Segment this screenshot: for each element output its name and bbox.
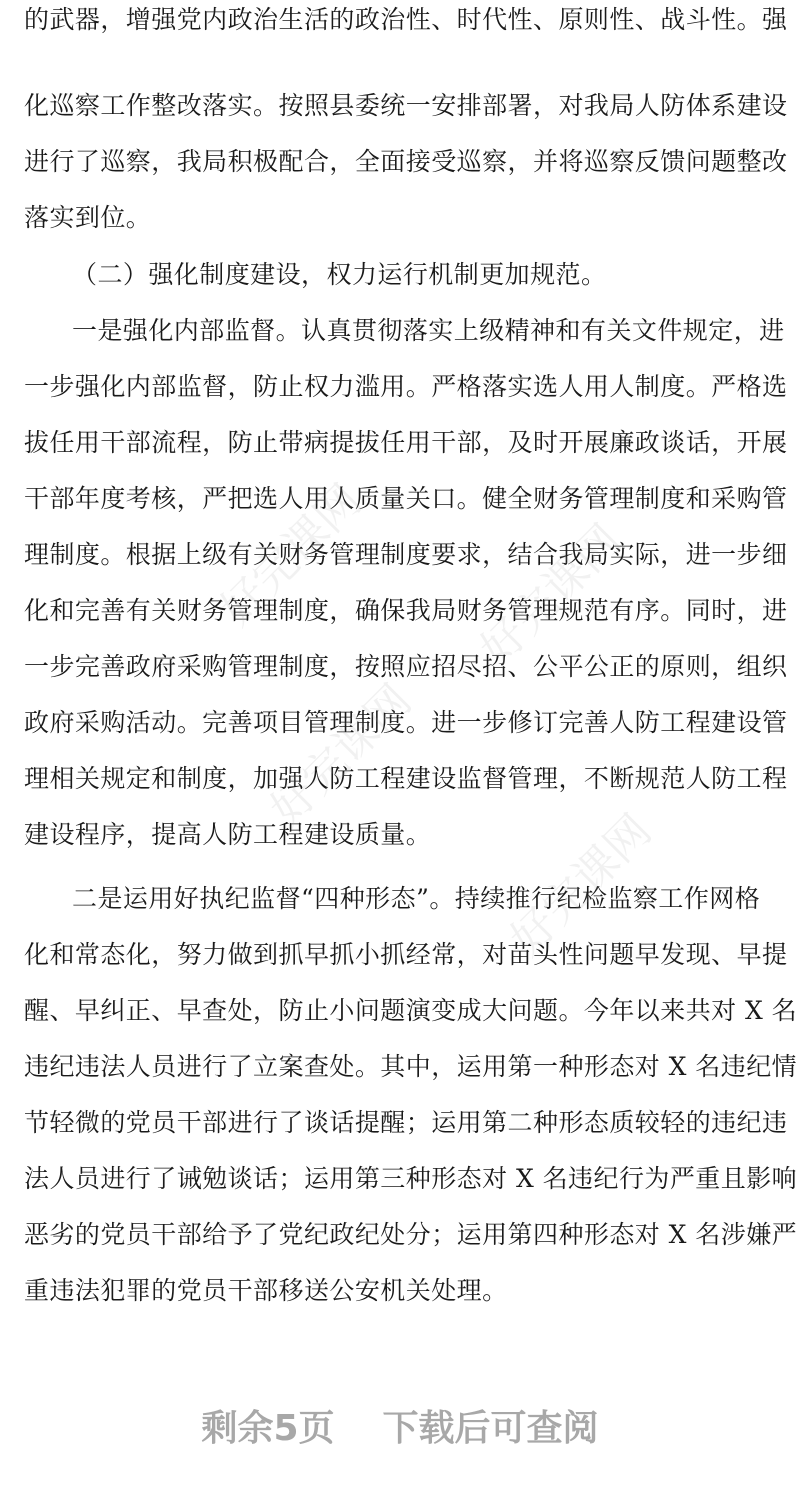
text-line: 节轻微的党员干部进行了谈话提醒；运用第二种形态质较轻的违纪违 <box>24 1108 788 1137</box>
text-line: 化和常态化，努力做到抓早抓小抓经常，对苗头性问题早发现、早提 <box>24 940 788 969</box>
text-line: 拔任用干部流程，防止带病提拔任用干部，及时开展廉政谈话，开展 <box>24 428 788 457</box>
text-line: 政府采购活动。完善项目管理制度。进一步修订完善人防工程建设管 <box>24 708 788 737</box>
text-line: 进行了巡察，我局积极配合，全面接受巡察，并将巡察反馈问题整改 <box>24 147 788 176</box>
text-line: 恶劣的党员干部给予了党纪政纪处分；运用第四种形态对 X 名涉嫌严 <box>24 1220 798 1249</box>
download-prompt[interactable] <box>0 1400 800 1450</box>
text-line: 落实到位。 <box>24 203 152 232</box>
text-line: 一步完善政府采购管理制度，按照应招尽招、公平公正的原则，组织 <box>24 652 788 681</box>
watermark: 好完课网 <box>210 474 372 636</box>
text-line: 二是运用好执纪监督“四种形态”。持续推行纪检监察工作网格 <box>72 884 761 913</box>
text-line: 的武器，增强党内政治生活的政治性、时代性、原则性、战斗性。强 <box>24 5 788 34</box>
text-line: 法人员进行了诫勉谈话；运用第三种形态对 X 名违纪行为严重且影响 <box>24 1164 798 1193</box>
watermark: 好完课网 <box>260 674 422 836</box>
text-line: 一步强化内部监督，防止权力滥用。严格落实选人用人制度。严格选 <box>24 372 788 401</box>
text-line: 建设程序，提高人防工程建设质量。 <box>24 820 432 849</box>
section-heading: （二）强化制度建设，权力运行机制更加规范。 <box>72 260 607 289</box>
text-line: 理相关规定和制度，加强人防工程建设监督管理，不断规范人防工程 <box>24 764 788 793</box>
watermark: 好完课网 <box>500 804 662 966</box>
download-label: 下载后可查阅 <box>382 1407 599 1449</box>
text-line: 违纪违法人员进行了立案查处。其中，运用第一种形态对 X 名违纪情 <box>24 1052 798 1081</box>
text-line: 化和完善有关财务管理制度，确保我局财务管理规范有序。同时，进 <box>24 596 788 625</box>
watermark: 好完课网 <box>470 514 632 676</box>
text-line: 一是强化内部监督。认真贯彻落实上级精神和有关文件规定，进 <box>72 316 785 345</box>
text-line: 重违法犯罪的党员干部移送公安机关处理。 <box>24 1276 508 1305</box>
text-line: 理制度。根据上级有关财务管理制度要求，结合我局实际，进一步细 <box>24 540 788 569</box>
remaining-pages-label: 剩余5页 <box>201 1407 335 1449</box>
text-line: 醒、早纠正、早查处，防止小问题演变成大问题。今年以来共对 X 名 <box>24 996 798 1025</box>
text-line: 化巡察工作整改落实。按照县委统一安排部署，对我局人防体系建设 <box>24 91 788 120</box>
text-line: 干部年度考核，严把选人用人质量关口。健全财务管理制度和采购管 <box>24 484 788 513</box>
